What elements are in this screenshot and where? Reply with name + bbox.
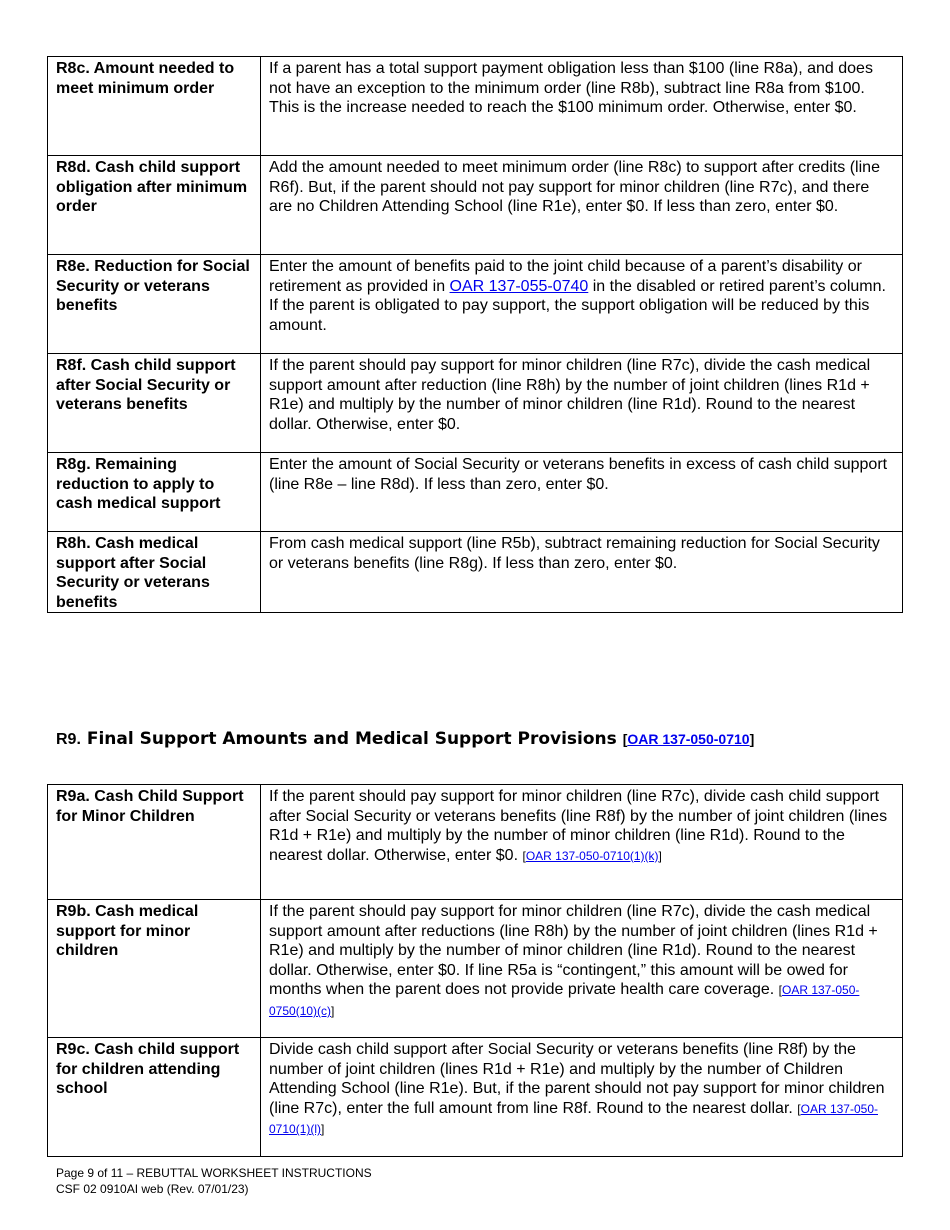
bracket-close: ] <box>749 731 755 747</box>
oar-link[interactable]: OAR 137-050-0710(1)(k) <box>525 848 659 863</box>
row-label: R9b. Cash medical support for minor children <box>48 900 261 1038</box>
description-text: If the parent should pay support for minor children (line R7c), divide the cash medical support amount after reduction (line R8h) by the number of joint children (lines R1d + R1e) and multiply by the number of minor children (line R1d). Round to the nearest dollar. Otherwise, enter $0. <box>269 357 871 433</box>
footer-form-id: CSF 02 0910AI web (Rev. 07/01/23) <box>56 1181 249 1196</box>
oar-link[interactable]: OAR 137-050-0750(10)(c) <box>269 983 860 1018</box>
description-text: [ <box>778 983 782 998</box>
table-row <box>48 354 903 453</box>
row-label: R8f. Cash child support after Social Security or veterans benefits <box>48 354 261 453</box>
table-row <box>48 785 903 900</box>
page-footer <box>56 1166 372 1197</box>
table-row <box>48 156 903 255</box>
description-text: If the parent should pay support for minor children (line R7c), divide cash child support after Social Security or veterans benefits (line R8f) by the number of joint children (lines R1d + R1e) and multiply by the number of minor children (line R1d). Round to the nearest dollar. Otherwise, enter $0. <box>269 788 888 864</box>
row-label: R8e. Reduction for Social Security or veterans benefits <box>48 255 261 354</box>
bracket-open: [ <box>622 731 628 747</box>
description-text: Enter the amount of Social Security or veterans benefits in excess of cash child support (line R8e – line R8d). If less than zero, enter $0. <box>269 456 888 493</box>
instructions-table-r9 <box>47 784 903 1157</box>
table-row <box>48 453 903 532</box>
table-row <box>48 532 903 613</box>
row-description <box>261 255 903 354</box>
row-description <box>261 57 903 156</box>
row-description <box>261 156 903 255</box>
table-row <box>48 900 903 1038</box>
description-text: ] <box>331 1003 335 1018</box>
section-heading-r9 <box>56 729 754 749</box>
section-number: R9. <box>56 731 81 748</box>
row-label: R9c. Cash child support for children attending school <box>48 1038 261 1157</box>
instructions-table-r8 <box>47 56 903 613</box>
row-description <box>261 785 903 900</box>
section-title: Final Support Amounts and Medical Support Provisions <box>86 729 617 749</box>
row-description <box>261 532 903 613</box>
description-text: ] <box>658 848 662 863</box>
oar-link[interactable]: OAR 137-050-0710(1)(l) <box>269 1101 878 1137</box>
row-label: R8h. Cash medical support after Social Security or veterans benefits <box>48 532 261 613</box>
footer-page-info: Page 9 of 11 – REBUTTAL WORKSHEET INSTRUCTIONS <box>56 1166 372 1180</box>
table-row <box>48 57 903 156</box>
row-description <box>261 354 903 453</box>
description-text: From cash medical support (line R5b), subtract remaining reduction for Social Security or veterans benefits (line R8g). If less than zero, enter $0. <box>269 535 880 572</box>
description-text: Divide cash child support after Social Security or veterans benefits (line R8f) by the number of joint children (lines R1d + R1e) and multiply by the number of Children Attending School (line R1e). But, if the parent should not pay support for minor children (line R7c), enter the full amount from line R8f. Round to the nearest dollar. <box>269 1041 885 1117</box>
description-text: Enter the amount of benefits paid to the joint child because of a parent’s disability or retirement as provided in <box>269 258 862 295</box>
table-row <box>48 255 903 354</box>
row-label: R8d. Cash child support obligation after minimum order <box>48 156 261 255</box>
description-text: If a parent has a total support payment obligation less than $100 (line R8a), and does not have an exception to the minimum order (line R8b), subtract line R8a from $100. This is the increase needed to reach the $100 minimum order. Otherwise, enter $0. <box>269 60 873 117</box>
row-description <box>261 900 903 1038</box>
row-label: R8c. Amount needed to meet minimum order <box>48 57 261 156</box>
oar-link[interactable]: OAR 137-055-0740 <box>449 277 589 295</box>
description-text: ] <box>321 1122 325 1137</box>
table-row <box>48 1038 903 1157</box>
description-text: If the parent should pay support for minor children (line R7c), divide the cash medical support amount after reductions (line R8h) by the number of joint children (lines R1d + R1e) and multiply by the number of minor children (line R1d). Round to the nearest dollar. Otherwise, enter $0. If line R5a is “contingent,” this amount will be owed for months when the parent does not provide private health care coverage. <box>269 903 878 999</box>
row-label: R8g. Remaining reduction to apply to cash medical support <box>48 453 261 532</box>
row-description <box>261 1038 903 1157</box>
row-description <box>261 453 903 532</box>
description-text: [ <box>522 848 526 863</box>
row-label: R9a. Cash Child Support for Minor Children <box>48 785 261 900</box>
description-text: Add the amount needed to meet minimum order (line R8c) to support after credits (line R6f). But, if the parent should not pay support for minor children (line R7c), and there are no Children Attending School (line R1e), enter $0. If less than zero, enter $0. <box>269 159 880 216</box>
description-text: [ <box>797 1101 801 1116</box>
description-text: in the disabled or retired parent’s column. If the parent is obligated to pay support, the support obligation will be reduced by this amount. <box>269 277 886 334</box>
section-oar-link[interactable]: OAR 137-050-0710 <box>627 731 750 747</box>
